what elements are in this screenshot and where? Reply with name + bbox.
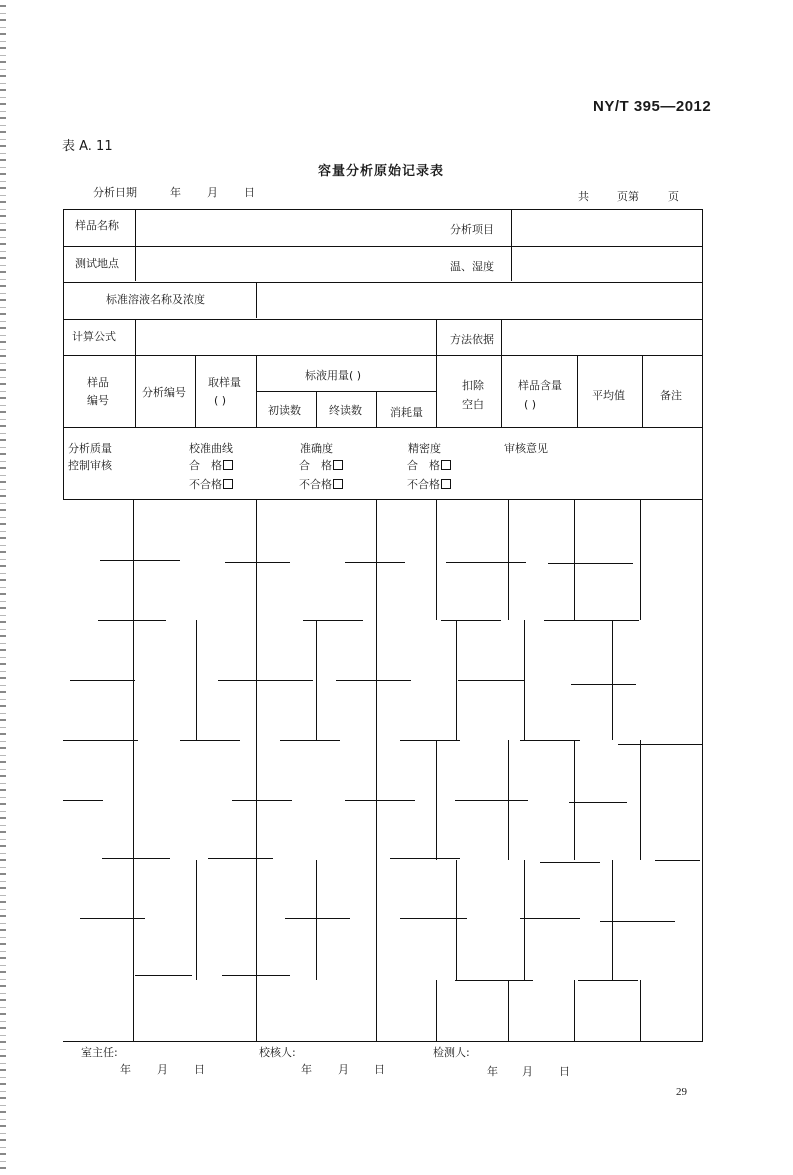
tester-label: 检测人: — [433, 1046, 470, 1059]
analysis-item-label: 分析项目 — [450, 223, 494, 236]
table-left-border — [63, 209, 64, 499]
table-top-border — [63, 209, 703, 210]
checkbox-icon[interactable] — [223, 479, 233, 489]
deduct-blank-label-2: 空白 — [462, 398, 484, 411]
analysis-date-label: 分析日期 — [93, 186, 137, 199]
precision-pass-label: 合 格 — [407, 459, 440, 472]
accuracy-pass-option[interactable] — [299, 457, 343, 475]
analysis-no-label: 分析编号 — [142, 386, 186, 399]
tester-date-month: 月 — [522, 1065, 533, 1078]
row-divider — [63, 246, 703, 247]
initial-reading-label: 初读数 — [268, 404, 301, 417]
sample-content-unit: ( ) — [524, 398, 537, 411]
col-divider — [376, 391, 377, 427]
standard-solution-label: 标准溶液名称及浓度 — [106, 293, 205, 306]
accuracy-pass-label: 合 格 — [299, 459, 332, 472]
date-day: 日 — [244, 186, 255, 199]
calib-curve-label: 校准曲线 — [189, 442, 233, 455]
consumption-label: 消耗量 — [390, 406, 423, 419]
row-divider — [63, 282, 703, 283]
method-basis-label: 方法依据 — [450, 333, 494, 346]
table-bottom-border — [63, 1041, 703, 1042]
calib-fail-option[interactable] — [189, 476, 233, 494]
tester-date-day: 日 — [559, 1065, 570, 1078]
std-volume-label: 标液用量( ) — [305, 369, 362, 382]
col-divider — [577, 355, 578, 427]
sample-no-label-2: 编号 — [87, 394, 109, 407]
row-divider — [63, 319, 703, 320]
cell-divider — [135, 319, 136, 355]
col-divider — [135, 355, 136, 427]
col-divider — [195, 355, 196, 427]
precision-fail-label: 不合格 — [407, 478, 440, 491]
col-divider — [501, 355, 502, 427]
final-reading-label: 终读数 — [329, 404, 362, 417]
review-opinion-label: 审核意见 — [504, 442, 548, 455]
director-date-month: 月 — [157, 1063, 168, 1076]
reviewer-date-year: 年 — [301, 1063, 312, 1076]
date-month: 月 — [207, 186, 218, 199]
accuracy-fail-label: 不合格 — [299, 478, 332, 491]
precision-label: 精密度 — [408, 442, 441, 455]
tester-date-year: 年 — [487, 1065, 498, 1078]
page-of-label: 页第 — [617, 190, 639, 203]
qc-label-2: 控制审核 — [68, 459, 112, 472]
checkbox-icon[interactable] — [441, 460, 451, 470]
director-date-day: 日 — [194, 1063, 205, 1076]
reviewer-date-month: 月 — [338, 1063, 349, 1076]
calib-pass-label: 合 格 — [189, 459, 222, 472]
average-label: 平均值 — [592, 389, 625, 402]
sampling-amount-label: 取样量 — [208, 376, 241, 389]
checkbox-icon[interactable] — [333, 460, 343, 470]
form-title: 容量分析原始记录表 — [318, 164, 445, 179]
test-location-label: 测试地点 — [75, 257, 119, 270]
table-right-border — [702, 209, 703, 1041]
row-divider — [63, 427, 703, 428]
qc-bottom-divider — [63, 499, 703, 500]
deduct-blank-label-1: 扣除 — [462, 379, 484, 392]
precision-fail-option[interactable] — [407, 476, 451, 494]
page-label: 页 — [668, 190, 679, 203]
date-year: 年 — [170, 186, 181, 199]
subheader-divider — [256, 391, 436, 392]
reviewer-date-day: 日 — [374, 1063, 385, 1076]
sample-content-label: 样品含量 — [518, 379, 562, 392]
standard-number: NY/T 395—2012 — [593, 98, 712, 115]
checkbox-icon[interactable] — [333, 479, 343, 489]
sample-name-label: 样品名称 — [75, 219, 119, 232]
checkbox-icon[interactable] — [441, 479, 451, 489]
col-divider — [316, 391, 317, 427]
calib-pass-option[interactable] — [189, 457, 233, 475]
scan-edge-artifact — [0, 0, 6, 1175]
cell-divider — [436, 319, 437, 427]
row-divider — [63, 355, 703, 356]
sampling-amount-unit: ( ) — [214, 394, 227, 407]
remarks-label: 备注 — [660, 389, 682, 402]
reviewer-label: 校核人: — [259, 1046, 296, 1059]
page-number: 29 — [676, 1086, 687, 1098]
table-id: 表 A. 11 — [62, 139, 113, 154]
checkbox-icon[interactable] — [223, 460, 233, 470]
accuracy-fail-option[interactable] — [299, 476, 343, 494]
cell-divider — [256, 282, 257, 318]
lab-director-label: 室主任: — [81, 1046, 118, 1059]
sample-no-label-1: 样品 — [87, 376, 109, 389]
qc-label-1: 分析质量 — [68, 442, 112, 455]
page-total-label: 共 — [578, 190, 589, 203]
temp-humidity-label: 温、湿度 — [450, 260, 494, 273]
col-divider — [642, 355, 643, 427]
precision-pass-option[interactable] — [407, 457, 451, 475]
cell-divider — [135, 209, 136, 281]
cell-divider — [511, 209, 512, 281]
calib-fail-label: 不合格 — [189, 478, 222, 491]
formula-label: 计算公式 — [72, 330, 116, 343]
accuracy-label: 准确度 — [300, 442, 333, 455]
cell-divider — [501, 319, 502, 355]
director-date-year: 年 — [120, 1063, 131, 1076]
